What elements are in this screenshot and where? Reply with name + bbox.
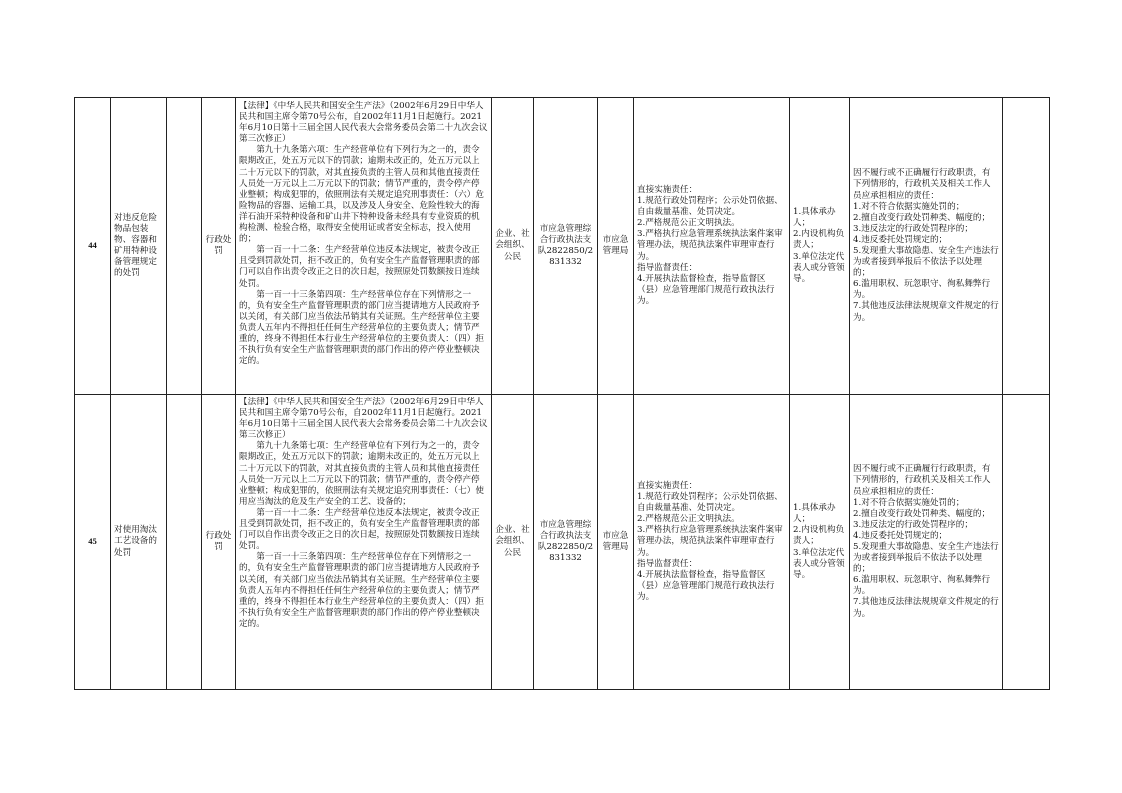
responsible-department: 市应急管理局 — [598, 98, 634, 395]
responsible-line: 1.具体承办人； — [793, 503, 836, 525]
responsible-line: 2.内设机构负责人； — [793, 525, 845, 547]
accountability-line: 因不履行或不正确履行行政职责，有下列情形的，行政机关及相关工作人员应承担相应的责任： — [853, 464, 991, 497]
remarks — [1003, 98, 1050, 395]
executing-unit: 市应急管理综合行政执法支队2822850/2831332 — [534, 395, 598, 690]
table-row — [75, 98, 1050, 395]
blank-cell — [167, 98, 202, 395]
accountability-line: 因不履行或不正确履行行政职责，有下列情形的，行政机关及相关工作人员应承担相应的责任： — [853, 168, 991, 201]
table-row — [75, 395, 1050, 690]
basis-paragraph: 【法律】《中华人民共和国安全生产法》（2002年6月29日中华人民共和国主席令第70号公布，自2002年11月1日起施行。2021年6月10日第十三届全国人民代表大会常务委员会第二十九次会议第三次修正） — [239, 101, 488, 145]
accountability-line: 4.违反委托处罚规定的； — [853, 530, 948, 541]
duty-line: 指导监督责任： — [637, 558, 698, 569]
accountability-line: 2.擅自改变行政处罚种类、幅度的； — [853, 212, 991, 223]
duty-line: 3.严格执行应急管理系统执法案件案审管理办法，规范执法案件审理审查行为。 — [637, 525, 783, 558]
accountability — [850, 98, 1003, 395]
item-category: 行政处罚 — [202, 98, 236, 395]
item-category: 行政处罚 — [202, 395, 236, 690]
accountability-line: 7.其他违反法律法规规章文件规定的行为。 — [853, 301, 999, 323]
duty-line: 2.严格规范公正文明执法。 — [637, 218, 740, 229]
duty-content — [634, 98, 790, 395]
blank-cell — [167, 395, 202, 690]
applicable-subject: 企业、社会组织、公民 — [492, 395, 534, 690]
basis-paragraph: 第一百一十二条：生产经营单位违反本法规定，被责令改正且受到罚款处罚，拒不改正的，负有安全生产监督管理职责的部门可以自作出责令改正之日的次日起，按照原处罚数额按日连续处罚。 — [239, 245, 480, 289]
responsible-line: 2.内设机构负责人； — [793, 229, 845, 251]
accountability-line: 5.发现重大事故隐患、安全生产违法行为或者接到举报后不依法予以处理的； — [853, 246, 999, 279]
duty-line: 1.规范行政处罚程序；公示处罚依据、自由裁量基准、处罚决定。 — [637, 196, 783, 218]
duty-line: 2.严格规范公正文明执法。 — [637, 514, 740, 525]
basis-paragraph: 第九十九条第七项：生产经营单位有下列行为之一的，责令限期改正，处五万元以下的罚款；逾期未改正的，处五万元以上二十万元以下的罚款，对其直接负责的主管人员和其他直接责任人员处一万元以上二万元以下的罚款；情节严重的，责令停产停业整顿；构成犯罪的，依照刑法有关规定追究刑事责任：（七）使用应当淘汰的危及生产安全的工艺、设备的； — [239, 441, 484, 507]
accountability-line: 2.擅自改变行政处罚种类、幅度的； — [853, 508, 991, 519]
accountability-line: 7.其他违反法律法规规章文件规定的行为。 — [853, 597, 999, 619]
responsible-persons — [790, 98, 850, 395]
accountability-line: 1.对不符合依据实施处罚的； — [853, 497, 965, 508]
duty-line: 4.开展执法监督检查，指导监督区（县）应急管理部门规范行政执法行为。 — [637, 273, 775, 306]
item-name: 对使用淘汰工艺设备的处罚 — [111, 395, 167, 690]
item-name: 对违反危险物品包装物、容器和矿用特种设备管理规定的处罚 — [111, 98, 167, 395]
legal-basis — [236, 395, 492, 690]
responsible-department: 市应急管理局 — [598, 395, 634, 690]
basis-paragraph: 第一百一十三条第四项：生产经营单位存在下列情形之一的，负有安全生产监督管理职责的部门应当提请地方人民政府予以关闭，有关部门应当依法吊销其有关证照。生产经营单位主要负责人五年内不得担任任何生产经营单位的主要负责人；情节严重的，终身不得担任本行业生产经营单位的主要负责人：（四）拒不执行负有安全生产监督管理职责的部门作出的停产停业整顿决定的。 — [239, 289, 484, 367]
accountability-line: 5.发现重大事故隐患、安全生产违法行为或者接到举报后不依法予以处理的； — [853, 542, 999, 575]
item-number: 45 — [75, 395, 111, 690]
duty-line: 指导监督责任： — [637, 262, 698, 273]
basis-paragraph: 第九十九条第六项：生产经营单位有下列行为之一的，责令限期改正，处五万元以下的罚款；逾期未改正的，处五万元以上二十万元以下的罚款，对其直接负责的主管人员和其他直接责任人员处一万元以上二万元以下的罚款；情节严重的，责令停产停业整顿；构成犯罪的，依照刑法有关规定追究刑事责任：（六）危险物品的容器、运输工具，以及涉及人身安全、危险性较大的海洋石油开采特种设备和矿山井下特种设备未经具有专业资质的机构检测、检验合格，取得安全使用证或者安全标志，投入使用的； — [239, 145, 484, 245]
item-number: 44 — [75, 98, 111, 395]
responsible-persons — [790, 395, 850, 690]
accountability-line: 6.滥用职权、玩忽职守、徇私舞弊行为。 — [853, 279, 991, 301]
accountability — [850, 395, 1003, 690]
basis-paragraph: 第一百一十三条第四项：生产经营单位存在下列情形之一的，负有安全生产监督管理职责的部门应当提请地方人民政府予以关闭，有关部门应当依法吊销其有关证照。生产经营单位主要负责人五年内不得担任任何生产经营单位的主要负责人；情节严重的，终身不得担任本行业生产经营单位的主要负责人：（四）拒不执行负有安全生产监督管理职责的部门作出的停产停业整顿决定的。 — [239, 552, 484, 629]
legal-basis — [236, 98, 492, 395]
duty-line: 直接实施责任： — [637, 480, 698, 491]
responsible-line: 1.具体承办人； — [793, 207, 836, 229]
duty-line: 直接实施责任： — [637, 184, 698, 195]
accountability-line: 3.违反法定的行政处罚程序的； — [853, 519, 973, 530]
responsible-line: 3.单位法定代表人或分管领导。 — [793, 547, 845, 580]
applicable-subject: 企业、社会组织、公民 — [492, 98, 534, 395]
duty-content — [634, 395, 790, 690]
accountability-line: 6.滥用职权、玩忽职守、徇私舞弊行为。 — [853, 575, 991, 597]
duty-line: 3.严格执行应急管理系统执法案件案审管理办法，规范执法案件审理审查行为。 — [637, 229, 783, 262]
duty-line: 1.规范行政处罚程序；公示处罚依据、自由裁量基准、处罚决定。 — [637, 492, 783, 514]
accountability-line: 4.违反委托处罚规定的； — [853, 234, 948, 245]
duty-line: 4.开展执法监督检查，指导监督区（县）应急管理部门规范行政执法行为。 — [637, 569, 775, 602]
remarks — [1003, 395, 1050, 690]
duty-table — [74, 97, 1050, 690]
basis-paragraph: 【法律】《中华人民共和国安全生产法》（2002年6月29日中华人民共和国主席令第70号公布，自2002年11月1日起施行。2021年6月10日第十三届全国人民代表大会常务委员会第二十九次会议第三次修正） — [239, 397, 488, 441]
executing-unit: 市应急管理综合行政执法支队2822850/2831332 — [534, 98, 598, 395]
accountability-line: 1.对不符合依据实施处罚的； — [853, 201, 965, 212]
accountability-line: 3.违反法定的行政处罚程序的； — [853, 223, 973, 234]
basis-paragraph: 第一百一十二条：生产经营单位违反本法规定，被责令改正且受到罚款处罚，拒不改正的，负有安全生产监督管理职责的部门可以自作出责令改正之日的次日起，按照原处罚数额按日连续处罚。 — [239, 507, 480, 552]
responsible-line: 3.单位法定代表人或分管领导。 — [793, 251, 845, 284]
